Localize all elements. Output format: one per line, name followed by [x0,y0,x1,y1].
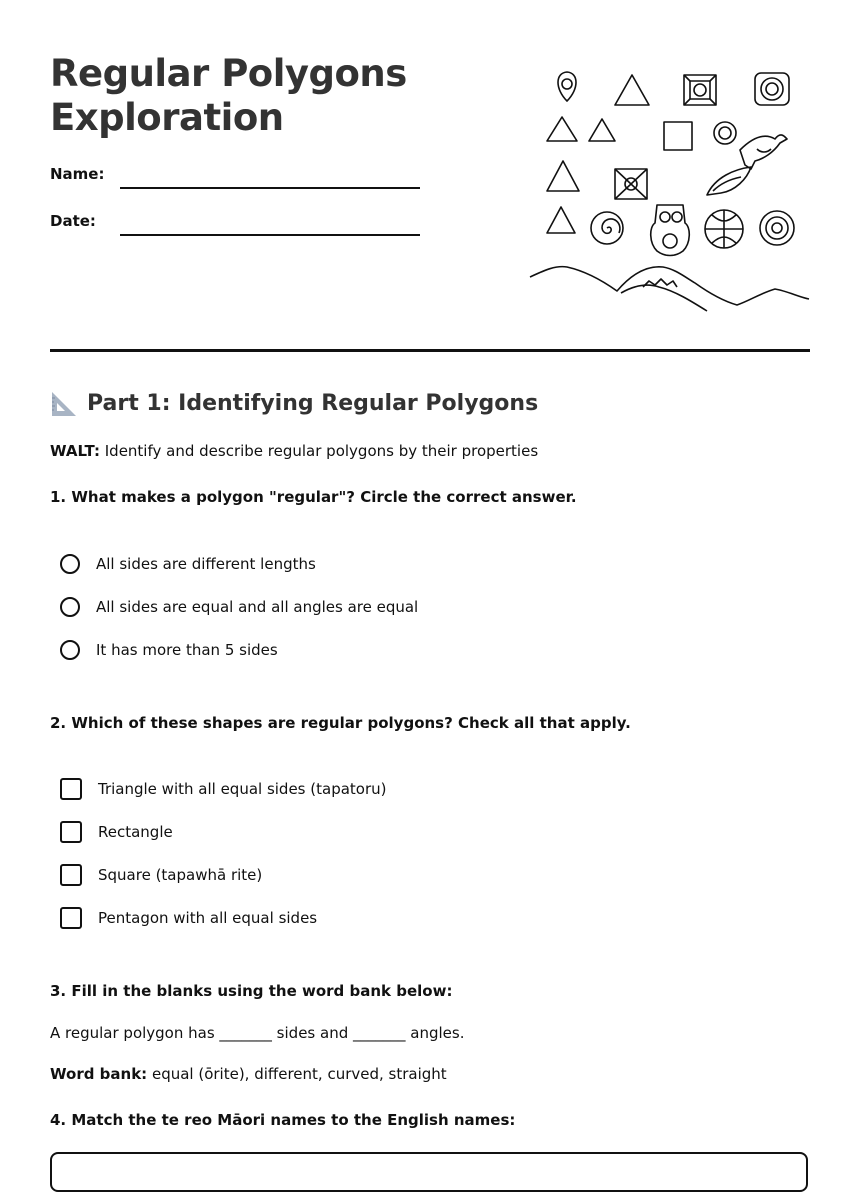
name-label: Name: [50,165,105,183]
part1-title: Part 1: Identifying Regular Polygons [87,391,539,416]
question-1: 1. What makes a polygon "regular"? Circle the correct answer. [50,488,577,506]
mountain-landscape [530,267,809,305]
triangle-small-1 [547,117,577,141]
page-title [50,52,407,140]
header-divider [50,349,810,352]
q1-option-2[interactable] [60,597,418,617]
part1-heading [50,388,538,420]
polygons-illustration [525,65,815,320]
walt-line [50,441,538,461]
question-3: 3. Fill in the blanks using the word bank below: [50,982,453,1000]
pin-shape [558,72,576,101]
checkbox[interactable] [60,907,82,929]
checkbox[interactable] [60,778,82,800]
word-bank [50,1064,447,1084]
square-shape [664,122,692,150]
pin-hole [562,79,572,89]
option-label: All sides are different lengths [96,555,316,573]
q2-option-3[interactable] [60,864,262,886]
word-bank-label: Word bank: [50,1065,148,1083]
checkbox[interactable] [60,821,82,843]
triangle-shape [615,75,649,105]
walt-text: Identify and describe regular polygons by their properties [104,442,539,460]
triangle-small-2 [589,119,615,141]
q1-option-1[interactable] [60,554,316,574]
question-2: 2. Which of these shapes are regular polygons? Check all that apply. [50,714,631,732]
triangle-bottom [547,207,575,233]
question-4: 4. Match the te reo Māori names to the English names: [50,1111,516,1129]
option-label: All sides are equal and all angles are equal [96,598,419,616]
matching-table [50,1152,808,1192]
page-title-line2: Exploration [50,96,284,139]
option-label: Rectangle [98,823,173,841]
name-line[interactable] [120,187,420,189]
option-label: Square (tapawhā rite) [98,866,263,884]
word-bank-words: equal (ōrite), different, curved, straight [151,1065,447,1083]
page-title-line1: Regular Polygons [50,52,407,95]
q2-option-2[interactable] [60,821,173,843]
set-square-icon [50,390,78,418]
checkbox[interactable] [60,864,82,886]
ring-shape [714,122,736,144]
date-line[interactable] [120,234,420,236]
date-label: Date: [50,212,96,230]
option-label: Pentagon with all equal sides [98,909,318,927]
q2-option-1[interactable] [60,778,387,800]
walt-label: WALT: [50,442,100,460]
rosette-circle [760,211,794,245]
q1-option-3[interactable] [60,640,278,660]
option-label: It has more than 5 sides [96,641,278,659]
radio-circle[interactable] [60,640,80,660]
q2-option-4[interactable] [60,907,317,929]
radio-circle[interactable] [60,597,80,617]
fill-blank-sentence: A regular polygon has _______ sides and _______ angles. [50,1024,465,1042]
option-label: Triangle with all equal sides (tapatoru) [98,780,387,798]
radio-circle[interactable] [60,554,80,574]
triangle-medium [547,161,579,191]
